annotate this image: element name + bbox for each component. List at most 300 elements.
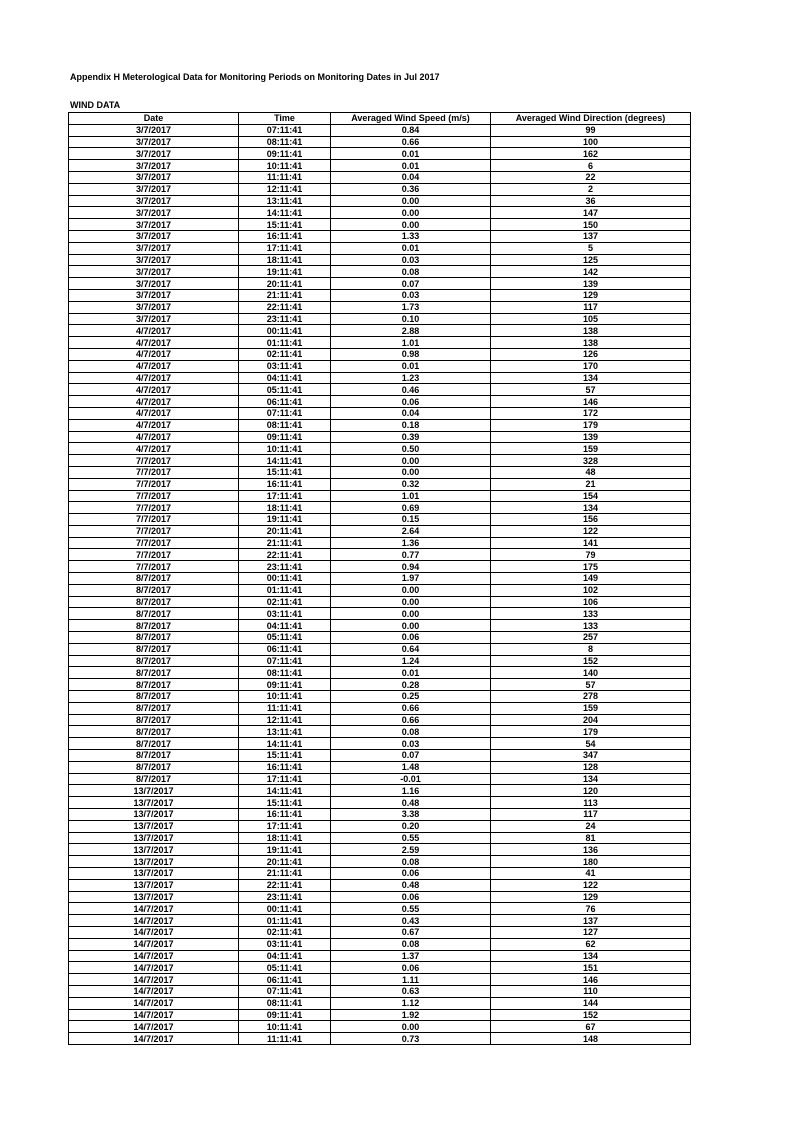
table-row bbox=[69, 372, 691, 384]
cell-wind-speed: 1.73 bbox=[331, 301, 491, 313]
cell-wind-speed: 1.01 bbox=[331, 490, 491, 502]
cell-time: 01:11:41 bbox=[239, 915, 331, 927]
cell-wind-direction: 139 bbox=[491, 278, 691, 290]
cell-wind-direction: 134 bbox=[491, 372, 691, 384]
cell-time: 04:11:41 bbox=[239, 620, 331, 632]
cell-time: 11:11:41 bbox=[239, 1033, 331, 1045]
cell-wind-direction: 147 bbox=[491, 207, 691, 219]
cell-time: 18:11:41 bbox=[239, 502, 331, 514]
cell-wind-direction: 2 bbox=[491, 183, 691, 195]
table-row bbox=[69, 160, 691, 172]
cell-wind-speed: 1.23 bbox=[331, 372, 491, 384]
cell-wind-direction: 162 bbox=[491, 148, 691, 160]
table-header-row bbox=[69, 113, 691, 125]
cell-date: 14/7/2017 bbox=[69, 1021, 239, 1033]
cell-wind-speed: 0.98 bbox=[331, 348, 491, 360]
cell-date: 8/7/2017 bbox=[69, 726, 239, 738]
cell-date: 7/7/2017 bbox=[69, 466, 239, 478]
cell-time: 17:11:41 bbox=[239, 820, 331, 832]
cell-date: 3/7/2017 bbox=[69, 230, 239, 242]
cell-time: 23:11:41 bbox=[239, 313, 331, 325]
cell-time: 21:11:41 bbox=[239, 868, 331, 880]
table-row bbox=[69, 348, 691, 360]
cell-wind-speed: 0.00 bbox=[331, 596, 491, 608]
cell-time: 19:11:41 bbox=[239, 844, 331, 856]
cell-wind-direction: 159 bbox=[491, 702, 691, 714]
cell-wind-direction: 110 bbox=[491, 985, 691, 997]
cell-date: 3/7/2017 bbox=[69, 266, 239, 278]
cell-wind-direction: 122 bbox=[491, 525, 691, 537]
cell-date: 4/7/2017 bbox=[69, 372, 239, 384]
cell-date: 14/7/2017 bbox=[69, 938, 239, 950]
cell-wind-speed: 1.12 bbox=[331, 997, 491, 1009]
cell-date: 8/7/2017 bbox=[69, 620, 239, 632]
cell-wind-direction: 100 bbox=[491, 136, 691, 148]
cell-time: 16:11:41 bbox=[239, 809, 331, 821]
cell-date: 3/7/2017 bbox=[69, 301, 239, 313]
table-row bbox=[69, 549, 691, 561]
cell-time: 16:11:41 bbox=[239, 478, 331, 490]
cell-date: 3/7/2017 bbox=[69, 183, 239, 195]
cell-time: 13:11:41 bbox=[239, 726, 331, 738]
cell-wind-direction: 170 bbox=[491, 360, 691, 372]
cell-wind-direction: 22 bbox=[491, 171, 691, 183]
cell-date: 3/7/2017 bbox=[69, 254, 239, 266]
table-row bbox=[69, 525, 691, 537]
table-row bbox=[69, 478, 691, 490]
cell-wind-speed: 0.15 bbox=[331, 514, 491, 526]
cell-wind-speed: 0.03 bbox=[331, 254, 491, 266]
table-row bbox=[69, 750, 691, 762]
table-row bbox=[69, 124, 691, 136]
cell-time: 05:11:41 bbox=[239, 384, 331, 396]
cell-wind-speed: 0.28 bbox=[331, 679, 491, 691]
cell-wind-speed: 0.08 bbox=[331, 938, 491, 950]
cell-wind-speed: 0.04 bbox=[331, 171, 491, 183]
cell-wind-speed: 1.37 bbox=[331, 950, 491, 962]
cell-time: 12:11:41 bbox=[239, 183, 331, 195]
cell-date: 3/7/2017 bbox=[69, 124, 239, 136]
cell-wind-speed: 0.25 bbox=[331, 691, 491, 703]
cell-time: 19:11:41 bbox=[239, 266, 331, 278]
cell-date: 3/7/2017 bbox=[69, 171, 239, 183]
cell-date: 8/7/2017 bbox=[69, 702, 239, 714]
cell-wind-direction: 125 bbox=[491, 254, 691, 266]
cell-date: 4/7/2017 bbox=[69, 348, 239, 360]
table-row bbox=[69, 632, 691, 644]
cell-wind-direction: 128 bbox=[491, 761, 691, 773]
table-row bbox=[69, 195, 691, 207]
cell-wind-direction: 117 bbox=[491, 301, 691, 313]
cell-wind-speed: 0.00 bbox=[331, 466, 491, 478]
cell-wind-speed: 2.59 bbox=[331, 844, 491, 856]
cell-wind-speed: 2.64 bbox=[331, 525, 491, 537]
cell-date: 4/7/2017 bbox=[69, 384, 239, 396]
cell-wind-speed: 0.03 bbox=[331, 738, 491, 750]
cell-date: 7/7/2017 bbox=[69, 478, 239, 490]
cell-date: 3/7/2017 bbox=[69, 242, 239, 254]
cell-wind-direction: 36 bbox=[491, 195, 691, 207]
column-header-wind-direction: Averaged Wind Direction (degrees) bbox=[491, 113, 691, 125]
cell-date: 7/7/2017 bbox=[69, 561, 239, 573]
cell-wind-direction: 62 bbox=[491, 938, 691, 950]
cell-date: 4/7/2017 bbox=[69, 407, 239, 419]
cell-time: 02:11:41 bbox=[239, 348, 331, 360]
cell-time: 10:11:41 bbox=[239, 443, 331, 455]
cell-date: 7/7/2017 bbox=[69, 549, 239, 561]
cell-time: 23:11:41 bbox=[239, 561, 331, 573]
cell-wind-direction: 204 bbox=[491, 714, 691, 726]
cell-time: 12:11:41 bbox=[239, 714, 331, 726]
column-header-wind-speed: Averaged Wind Speed (m/s) bbox=[331, 113, 491, 125]
cell-wind-direction: 6 bbox=[491, 160, 691, 172]
cell-wind-direction: 127 bbox=[491, 926, 691, 938]
cell-wind-speed: 0.66 bbox=[331, 714, 491, 726]
table-row bbox=[69, 596, 691, 608]
table-body bbox=[69, 124, 691, 1044]
table-row bbox=[69, 702, 691, 714]
cell-time: 20:11:41 bbox=[239, 525, 331, 537]
cell-wind-speed: 0.69 bbox=[331, 502, 491, 514]
table-row bbox=[69, 502, 691, 514]
cell-time: 10:11:41 bbox=[239, 160, 331, 172]
cell-date: 8/7/2017 bbox=[69, 761, 239, 773]
cell-wind-direction: 152 bbox=[491, 1009, 691, 1021]
cell-wind-direction: 122 bbox=[491, 879, 691, 891]
table-row bbox=[69, 207, 691, 219]
table-row bbox=[69, 891, 691, 903]
cell-wind-direction: 138 bbox=[491, 337, 691, 349]
cell-wind-speed: 0.03 bbox=[331, 289, 491, 301]
cell-date: 8/7/2017 bbox=[69, 750, 239, 762]
cell-wind-speed: 0.39 bbox=[331, 431, 491, 443]
table-row bbox=[69, 879, 691, 891]
cell-time: 04:11:41 bbox=[239, 372, 331, 384]
cell-wind-direction: 21 bbox=[491, 478, 691, 490]
cell-wind-speed: 0.66 bbox=[331, 702, 491, 714]
table-row bbox=[69, 738, 691, 750]
cell-date: 8/7/2017 bbox=[69, 596, 239, 608]
cell-time: 06:11:41 bbox=[239, 396, 331, 408]
cell-wind-direction: 129 bbox=[491, 289, 691, 301]
cell-wind-speed: 1.48 bbox=[331, 761, 491, 773]
cell-wind-speed: 1.97 bbox=[331, 573, 491, 585]
cell-wind-speed: 1.36 bbox=[331, 537, 491, 549]
cell-wind-speed: 0.66 bbox=[331, 136, 491, 148]
cell-time: 08:11:41 bbox=[239, 667, 331, 679]
table-row bbox=[69, 950, 691, 962]
wind-data-table bbox=[68, 112, 691, 1045]
cell-wind-direction: 149 bbox=[491, 573, 691, 585]
cell-date: 4/7/2017 bbox=[69, 337, 239, 349]
table-row bbox=[69, 903, 691, 915]
cell-wind-speed: 1.11 bbox=[331, 974, 491, 986]
table-row bbox=[69, 773, 691, 785]
cell-time: 22:11:41 bbox=[239, 879, 331, 891]
cell-time: 08:11:41 bbox=[239, 997, 331, 1009]
cell-date: 4/7/2017 bbox=[69, 360, 239, 372]
table-row bbox=[69, 301, 691, 313]
cell-date: 13/7/2017 bbox=[69, 797, 239, 809]
cell-date: 7/7/2017 bbox=[69, 514, 239, 526]
cell-time: 06:11:41 bbox=[239, 643, 331, 655]
table-row bbox=[69, 1009, 691, 1021]
cell-date: 7/7/2017 bbox=[69, 490, 239, 502]
table-row bbox=[69, 490, 691, 502]
cell-wind-direction: 99 bbox=[491, 124, 691, 136]
cell-date: 13/7/2017 bbox=[69, 891, 239, 903]
table-row bbox=[69, 938, 691, 950]
cell-wind-direction: 129 bbox=[491, 891, 691, 903]
cell-wind-direction: 105 bbox=[491, 313, 691, 325]
cell-wind-speed: 3.38 bbox=[331, 809, 491, 821]
cell-wind-speed: 0.01 bbox=[331, 160, 491, 172]
cell-wind-speed: 0.00 bbox=[331, 608, 491, 620]
cell-date: 3/7/2017 bbox=[69, 278, 239, 290]
cell-wind-direction: 257 bbox=[491, 632, 691, 644]
table-row bbox=[69, 266, 691, 278]
cell-wind-direction: 54 bbox=[491, 738, 691, 750]
table-row bbox=[69, 691, 691, 703]
cell-time: 02:11:41 bbox=[239, 596, 331, 608]
cell-date: 8/7/2017 bbox=[69, 691, 239, 703]
cell-time: 15:11:41 bbox=[239, 219, 331, 231]
cell-wind-speed: 0.00 bbox=[331, 207, 491, 219]
cell-date: 14/7/2017 bbox=[69, 997, 239, 1009]
cell-time: 05:11:41 bbox=[239, 632, 331, 644]
cell-time: 14:11:41 bbox=[239, 207, 331, 219]
cell-wind-direction: 154 bbox=[491, 490, 691, 502]
cell-wind-speed: 0.67 bbox=[331, 926, 491, 938]
cell-date: 14/7/2017 bbox=[69, 950, 239, 962]
table-row bbox=[69, 230, 691, 242]
cell-date: 14/7/2017 bbox=[69, 1009, 239, 1021]
cell-wind-direction: 133 bbox=[491, 620, 691, 632]
cell-date: 8/7/2017 bbox=[69, 679, 239, 691]
cell-time: 08:11:41 bbox=[239, 136, 331, 148]
cell-wind-direction: 126 bbox=[491, 348, 691, 360]
table-row bbox=[69, 537, 691, 549]
cell-time: 16:11:41 bbox=[239, 230, 331, 242]
cell-date: 14/7/2017 bbox=[69, 974, 239, 986]
cell-wind-speed: 0.94 bbox=[331, 561, 491, 573]
cell-date: 8/7/2017 bbox=[69, 714, 239, 726]
cell-wind-speed: 1.16 bbox=[331, 785, 491, 797]
cell-date: 3/7/2017 bbox=[69, 313, 239, 325]
cell-wind-speed: 1.24 bbox=[331, 655, 491, 667]
cell-wind-speed: 0.46 bbox=[331, 384, 491, 396]
cell-wind-direction: 150 bbox=[491, 219, 691, 231]
cell-wind-direction: 175 bbox=[491, 561, 691, 573]
cell-time: 09:11:41 bbox=[239, 679, 331, 691]
cell-wind-direction: 67 bbox=[491, 1021, 691, 1033]
table-row bbox=[69, 407, 691, 419]
cell-time: 07:11:41 bbox=[239, 124, 331, 136]
cell-time: 07:11:41 bbox=[239, 407, 331, 419]
cell-wind-direction: 134 bbox=[491, 773, 691, 785]
cell-wind-speed: 0.36 bbox=[331, 183, 491, 195]
table-row bbox=[69, 337, 691, 349]
table-row bbox=[69, 997, 691, 1009]
cell-wind-direction: 76 bbox=[491, 903, 691, 915]
cell-wind-direction: 24 bbox=[491, 820, 691, 832]
cell-wind-direction: 81 bbox=[491, 832, 691, 844]
cell-wind-direction: 328 bbox=[491, 455, 691, 467]
cell-wind-speed: 0.00 bbox=[331, 455, 491, 467]
cell-time: 10:11:41 bbox=[239, 691, 331, 703]
cell-date: 3/7/2017 bbox=[69, 148, 239, 160]
table-row bbox=[69, 785, 691, 797]
cell-time: 08:11:41 bbox=[239, 419, 331, 431]
cell-time: 17:11:41 bbox=[239, 490, 331, 502]
cell-wind-speed: 0.63 bbox=[331, 985, 491, 997]
cell-date: 13/7/2017 bbox=[69, 856, 239, 868]
table-row bbox=[69, 820, 691, 832]
table-row bbox=[69, 809, 691, 821]
cell-wind-speed: 0.18 bbox=[331, 419, 491, 431]
cell-date: 8/7/2017 bbox=[69, 608, 239, 620]
table-row bbox=[69, 289, 691, 301]
cell-time: 09:11:41 bbox=[239, 148, 331, 160]
cell-wind-direction: 142 bbox=[491, 266, 691, 278]
cell-wind-speed: 0.32 bbox=[331, 478, 491, 490]
cell-wind-direction: 179 bbox=[491, 726, 691, 738]
cell-wind-direction: 278 bbox=[491, 691, 691, 703]
table-row bbox=[69, 455, 691, 467]
cell-wind-speed: 0.06 bbox=[331, 868, 491, 880]
cell-wind-speed: 0.00 bbox=[331, 1021, 491, 1033]
table-row bbox=[69, 325, 691, 337]
cell-time: 07:11:41 bbox=[239, 985, 331, 997]
cell-time: 18:11:41 bbox=[239, 832, 331, 844]
cell-time: 05:11:41 bbox=[239, 962, 331, 974]
cell-date: 14/7/2017 bbox=[69, 985, 239, 997]
cell-date: 14/7/2017 bbox=[69, 903, 239, 915]
cell-wind-speed: 0.07 bbox=[331, 750, 491, 762]
table-row bbox=[69, 655, 691, 667]
cell-time: 03:11:41 bbox=[239, 608, 331, 620]
cell-date: 3/7/2017 bbox=[69, 289, 239, 301]
cell-date: 14/7/2017 bbox=[69, 926, 239, 938]
cell-date: 8/7/2017 bbox=[69, 584, 239, 596]
cell-date: 7/7/2017 bbox=[69, 455, 239, 467]
table-row bbox=[69, 962, 691, 974]
cell-wind-speed: 0.00 bbox=[331, 195, 491, 207]
cell-wind-direction: 137 bbox=[491, 230, 691, 242]
cell-wind-speed: 2.88 bbox=[331, 325, 491, 337]
cell-time: 18:11:41 bbox=[239, 254, 331, 266]
cell-date: 13/7/2017 bbox=[69, 844, 239, 856]
cell-date: 4/7/2017 bbox=[69, 431, 239, 443]
cell-time: 09:11:41 bbox=[239, 431, 331, 443]
cell-time: 15:11:41 bbox=[239, 797, 331, 809]
table-row bbox=[69, 254, 691, 266]
cell-time: 01:11:41 bbox=[239, 584, 331, 596]
cell-wind-speed: -0.01 bbox=[331, 773, 491, 785]
table-row bbox=[69, 431, 691, 443]
cell-time: 11:11:41 bbox=[239, 171, 331, 183]
cell-wind-direction: 57 bbox=[491, 679, 691, 691]
table-row bbox=[69, 278, 691, 290]
cell-wind-speed: 0.01 bbox=[331, 148, 491, 160]
table-row bbox=[69, 573, 691, 585]
cell-date: 7/7/2017 bbox=[69, 502, 239, 514]
cell-wind-direction: 159 bbox=[491, 443, 691, 455]
cell-date: 8/7/2017 bbox=[69, 738, 239, 750]
cell-time: 17:11:41 bbox=[239, 773, 331, 785]
table-row bbox=[69, 419, 691, 431]
table-row bbox=[69, 667, 691, 679]
table-row bbox=[69, 148, 691, 160]
cell-time: 00:11:41 bbox=[239, 903, 331, 915]
cell-wind-direction: 146 bbox=[491, 396, 691, 408]
cell-time: 14:11:41 bbox=[239, 785, 331, 797]
table-row bbox=[69, 242, 691, 254]
column-header-date: Date bbox=[69, 113, 239, 125]
cell-wind-speed: 0.73 bbox=[331, 1033, 491, 1045]
cell-wind-speed: 0.55 bbox=[331, 903, 491, 915]
cell-time: 03:11:41 bbox=[239, 938, 331, 950]
cell-wind-direction: 146 bbox=[491, 974, 691, 986]
cell-wind-direction: 179 bbox=[491, 419, 691, 431]
cell-wind-direction: 141 bbox=[491, 537, 691, 549]
cell-wind-direction: 133 bbox=[491, 608, 691, 620]
cell-wind-direction: 41 bbox=[491, 868, 691, 880]
table-row bbox=[69, 926, 691, 938]
cell-wind-direction: 57 bbox=[491, 384, 691, 396]
cell-time: 02:11:41 bbox=[239, 926, 331, 938]
cell-wind-direction: 106 bbox=[491, 596, 691, 608]
cell-time: 00:11:41 bbox=[239, 325, 331, 337]
cell-time: 01:11:41 bbox=[239, 337, 331, 349]
cell-wind-direction: 144 bbox=[491, 997, 691, 1009]
table-row bbox=[69, 136, 691, 148]
table-row bbox=[69, 974, 691, 986]
page-title: Appendix H Meterological Data for Monitoring Periods on Monitoring Dates in Jul 2017 bbox=[70, 72, 440, 82]
cell-wind-speed: 0.08 bbox=[331, 726, 491, 738]
cell-wind-speed: 0.00 bbox=[331, 219, 491, 231]
cell-wind-direction: 151 bbox=[491, 962, 691, 974]
table-row bbox=[69, 679, 691, 691]
cell-wind-direction: 136 bbox=[491, 844, 691, 856]
cell-wind-direction: 5 bbox=[491, 242, 691, 254]
table-row bbox=[69, 844, 691, 856]
cell-wind-direction: 148 bbox=[491, 1033, 691, 1045]
table-row bbox=[69, 726, 691, 738]
cell-date: 3/7/2017 bbox=[69, 207, 239, 219]
cell-time: 09:11:41 bbox=[239, 1009, 331, 1021]
table-row bbox=[69, 396, 691, 408]
cell-date: 8/7/2017 bbox=[69, 667, 239, 679]
table-row bbox=[69, 985, 691, 997]
cell-time: 03:11:41 bbox=[239, 360, 331, 372]
table-row bbox=[69, 714, 691, 726]
cell-wind-speed: 0.01 bbox=[331, 667, 491, 679]
cell-date: 8/7/2017 bbox=[69, 573, 239, 585]
cell-wind-direction: 102 bbox=[491, 584, 691, 596]
table-row bbox=[69, 384, 691, 396]
cell-wind-speed: 0.20 bbox=[331, 820, 491, 832]
cell-date: 4/7/2017 bbox=[69, 325, 239, 337]
cell-time: 17:11:41 bbox=[239, 242, 331, 254]
cell-wind-direction: 180 bbox=[491, 856, 691, 868]
cell-wind-speed: 0.07 bbox=[331, 278, 491, 290]
cell-wind-direction: 152 bbox=[491, 655, 691, 667]
table-row bbox=[69, 761, 691, 773]
cell-date: 8/7/2017 bbox=[69, 655, 239, 667]
cell-wind-speed: 1.01 bbox=[331, 337, 491, 349]
table-row bbox=[69, 171, 691, 183]
